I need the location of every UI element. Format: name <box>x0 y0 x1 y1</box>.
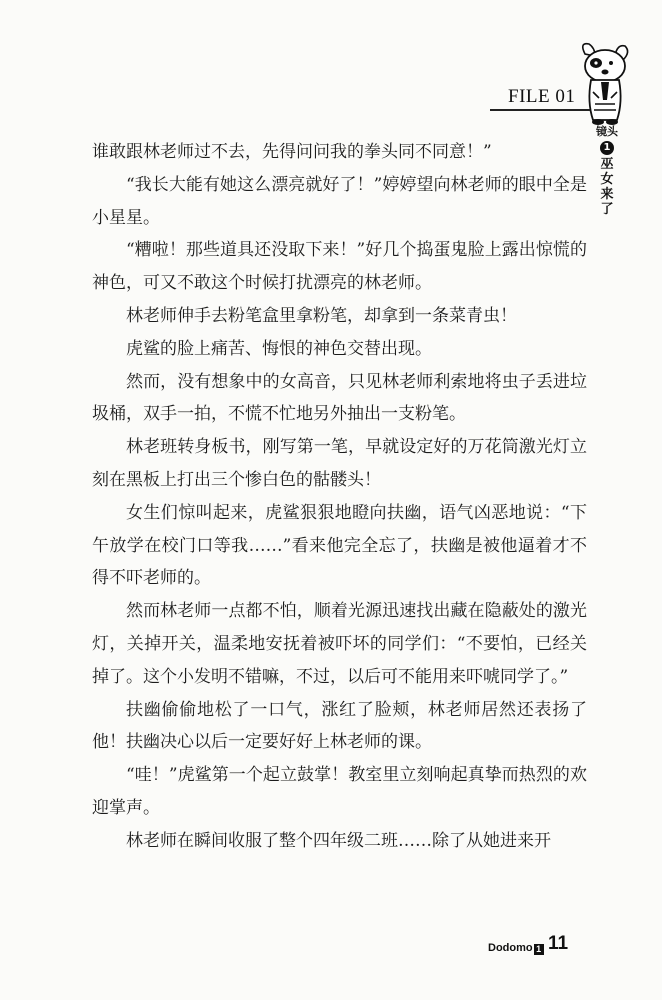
paragraph: 扶幽偷偷地松了一口气，涨红了脸颊，林老师居然还表扬了他！扶幽决心以后一定要好好上林老师的课。 <box>92 699 587 753</box>
paragraph: 谁敢跟林老师过不去，先得问问我的拳头同不同意！” <box>92 142 492 162</box>
chapter-title: 巫女来了 <box>600 157 614 217</box>
page-number: 11 <box>548 933 569 954</box>
paragraph: “我长大能有她这么漂亮就好了！”婷婷望向林老师的眼中全是小星星。 <box>92 174 587 228</box>
header-divider <box>490 109 590 111</box>
paragraph: 然而林老师一点都不怕，顺着光源迅速找出藏在隐蔽处的激光灯，关掉开关，温柔地安抚着被吓坏的同学们：“不要怕，已经关掉了。这个小发明不错嘛，不过，以后可不能用来吓唬同学了。” <box>92 601 587 687</box>
chapter-number-badge: 1 <box>600 141 614 155</box>
body-text <box>92 136 587 858</box>
paragraph: “哇！”虎鲨第一个起立鼓掌！教室里立刻响起真挚而热烈的欢迎掌声。 <box>92 765 587 818</box>
mascot-dog-icon <box>573 40 635 128</box>
page-footer <box>0 930 662 970</box>
paragraph: 然而，没有想象中的女高音，只见林老师利索地将虫子丢进垃圾桶，双手一拍，不慌不忙地另外抽出一支粉笔。 <box>92 371 587 425</box>
paragraph: “糟啦！那些道具还没取下来！”好几个捣蛋鬼脸上露出惊慌的神色，可又不敢这个时候打扰漂亮的林老师。 <box>92 240 587 294</box>
paragraph: 林老师在瞬间收服了整个四年级二班……除了从她进来开 <box>126 830 551 851</box>
paragraph: 女生们惊叫起来，虎鲨狠狠地瞪向扶幽，语气凶恶地说：“下午放学在校门口等我……”看来他完全忘了，扶幽是被他逼着才不得不吓老师的。 <box>92 502 587 589</box>
brand-label <box>488 942 544 955</box>
chapter-tab <box>596 124 618 217</box>
file-label: FILE 01 <box>508 86 576 107</box>
paragraph: 林老师伸手去粉笔盒里拿粉笔，却拿到一条菜青虫！ <box>126 305 517 326</box>
chapter-prefix: 镜头 <box>596 125 618 138</box>
volume-badge: 1 <box>534 944 544 955</box>
paragraph: 林老班转身板书，刚写第一笔，早就设定好的万花筒激光灯立刻在黑板上打出三个惨白色的骷髅头！ <box>92 437 587 490</box>
paragraph: 虎鲨的脸上痛苦、悔恨的神色交替出现。 <box>126 338 432 359</box>
brand-name: Dodomo <box>488 942 533 954</box>
